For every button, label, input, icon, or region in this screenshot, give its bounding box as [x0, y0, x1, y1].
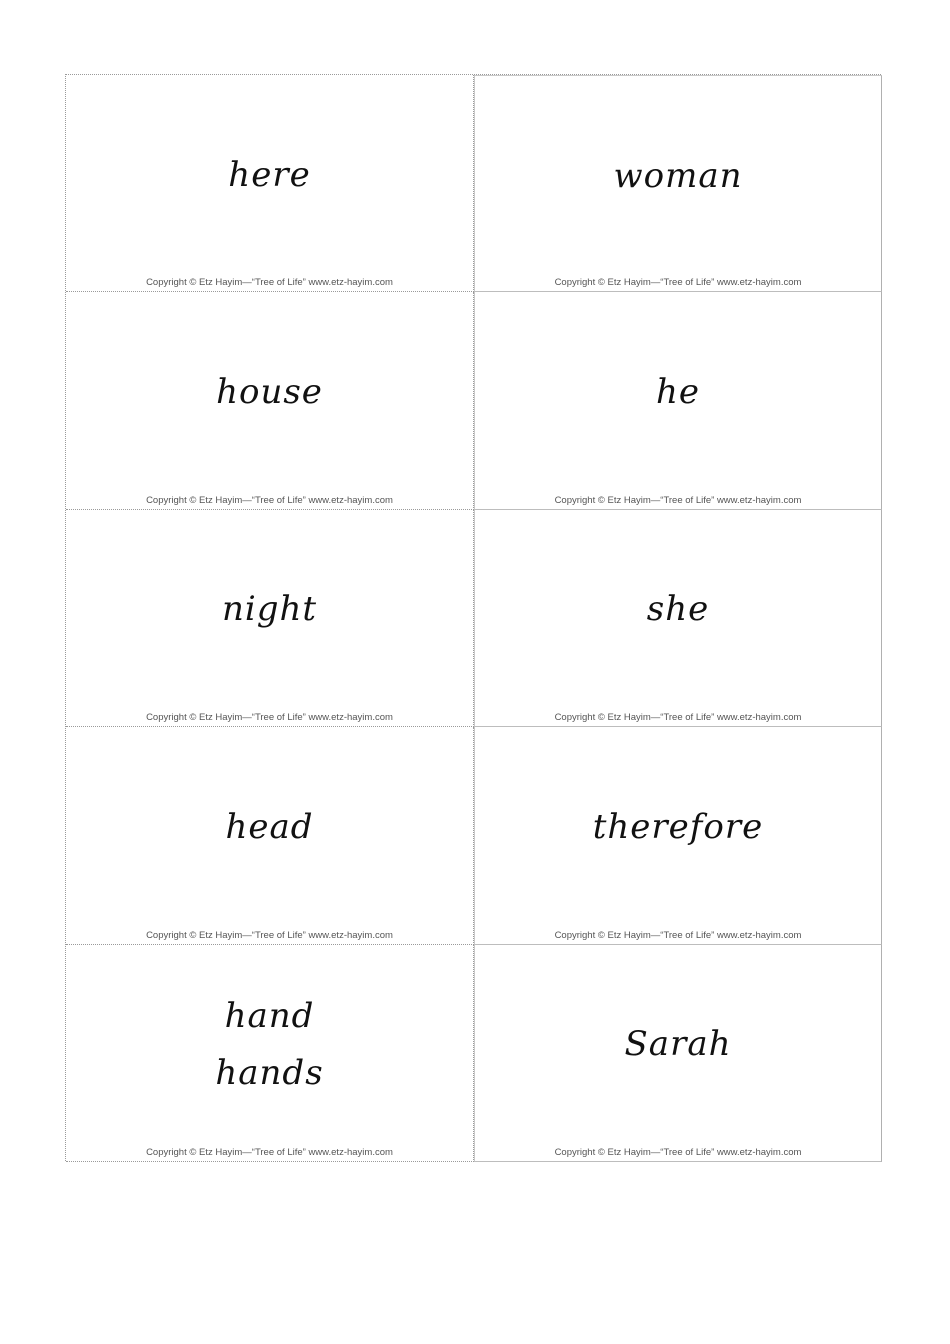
word-line: head: [225, 806, 314, 847]
card-word: [475, 945, 881, 1145]
copyright-footer: Copyright © Etz Hayim—“Tree of Life” www.etz-hayim.com: [146, 712, 393, 724]
card-word: [66, 510, 473, 710]
flashcard: [474, 292, 882, 509]
word-line: here: [228, 154, 311, 195]
flashcard: [474, 75, 882, 292]
word-line: night: [221, 589, 318, 630]
flashcard: [474, 510, 882, 727]
flashcard: [66, 292, 474, 509]
flashcard: [66, 510, 474, 727]
flashcard: [474, 727, 882, 944]
word-line: hand: [224, 995, 315, 1036]
word-line: woman: [613, 155, 743, 196]
flashcard: [66, 727, 474, 944]
word-line: hands: [215, 1052, 324, 1093]
word-line: therefore: [592, 806, 764, 847]
card-word: [475, 510, 881, 710]
card-word: [475, 727, 881, 927]
copyright-footer: Copyright © Etz Hayim—“Tree of Life” www.etz-hayim.com: [146, 929, 393, 941]
card-word: [66, 75, 473, 275]
card-word: [66, 727, 473, 927]
copyright-footer: Copyright © Etz Hayim—“Tree of Life” www.etz-hayim.com: [146, 277, 393, 289]
flashcard: [66, 945, 474, 1162]
copyright-footer: Copyright © Etz Hayim—“Tree of Life” www.etz-hayim.com: [554, 712, 802, 724]
flashcard: [474, 945, 882, 1162]
word-line: house: [216, 371, 323, 412]
copyright-footer: Copyright © Etz Hayim—“Tree of Life” www.etz-hayim.com: [146, 494, 393, 506]
card-word: [66, 292, 473, 492]
copyright-footer: Copyright © Etz Hayim—“Tree of Life” www.etz-hayim.com: [554, 929, 802, 941]
word-line: he: [655, 371, 701, 412]
card-word: [475, 76, 881, 276]
flashcard: [66, 75, 474, 292]
word-line: Sarah: [624, 1024, 732, 1065]
copyright-footer: Copyright © Etz Hayim—“Tree of Life” www.etz-hayim.com: [554, 277, 802, 289]
card-word: [66, 945, 473, 1145]
flashcard-sheet: [65, 74, 881, 1161]
card-word: [475, 292, 881, 492]
copyright-footer: Copyright © Etz Hayim—“Tree of Life” www.etz-hayim.com: [554, 1146, 802, 1158]
copyright-footer: Copyright © Etz Hayim—“Tree of Life” www.etz-hayim.com: [146, 1146, 393, 1158]
word-line: she: [646, 589, 710, 630]
copyright-footer: Copyright © Etz Hayim—“Tree of Life” www.etz-hayim.com: [554, 494, 802, 506]
